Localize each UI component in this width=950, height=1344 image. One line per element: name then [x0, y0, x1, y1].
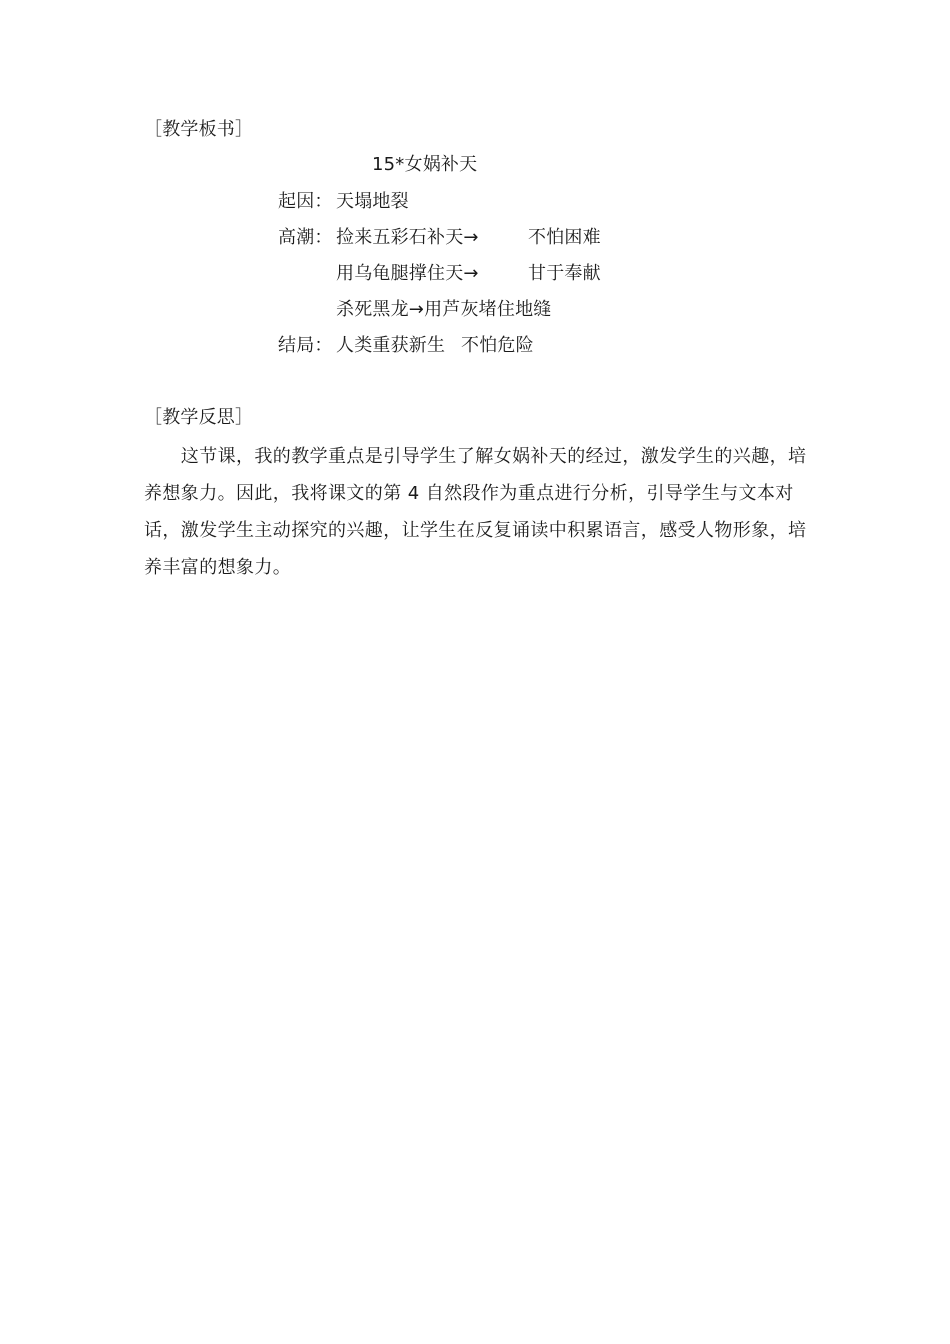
cause-label: 起因：	[278, 191, 333, 212]
climax-label: 高潮：	[278, 227, 333, 248]
reflection-paragraph: 这节课，我的教学重点是引导学生了解女娲补天的经过，激发学生的兴趣，培养想象力。因此，我将课文的第 4 自然段作为重点进行分析，引导学生与文本对话，激发学生主动探究的兴趣，让学生在反复诵读中积累语言，感受人物形象，培养丰富的想象力。	[144, 446, 807, 578]
climax-line-1: 捡来五彩石补天→	[336, 227, 479, 248]
climax-line-2: 用乌龟腿撑住天→	[336, 263, 479, 284]
board-title: 15*女娲补天	[372, 154, 478, 175]
climax-line-2-trait: 甘于奉献	[528, 263, 601, 284]
ending-label: 结局：	[278, 335, 333, 356]
reflection-body	[144, 438, 816, 586]
climax-line-3: 杀死黑龙→用芦灰堵住地缝	[336, 299, 552, 320]
ending-text: 人类重获新生	[336, 335, 446, 356]
cause-text: 天塌地裂	[336, 191, 409, 212]
climax-line-1-trait: 不怕困难	[528, 227, 601, 248]
ending-trait: 不怕危险	[461, 335, 534, 356]
board-heading: ［教学板书］	[144, 119, 254, 140]
reflection-heading: ［教学反思］	[144, 407, 254, 428]
